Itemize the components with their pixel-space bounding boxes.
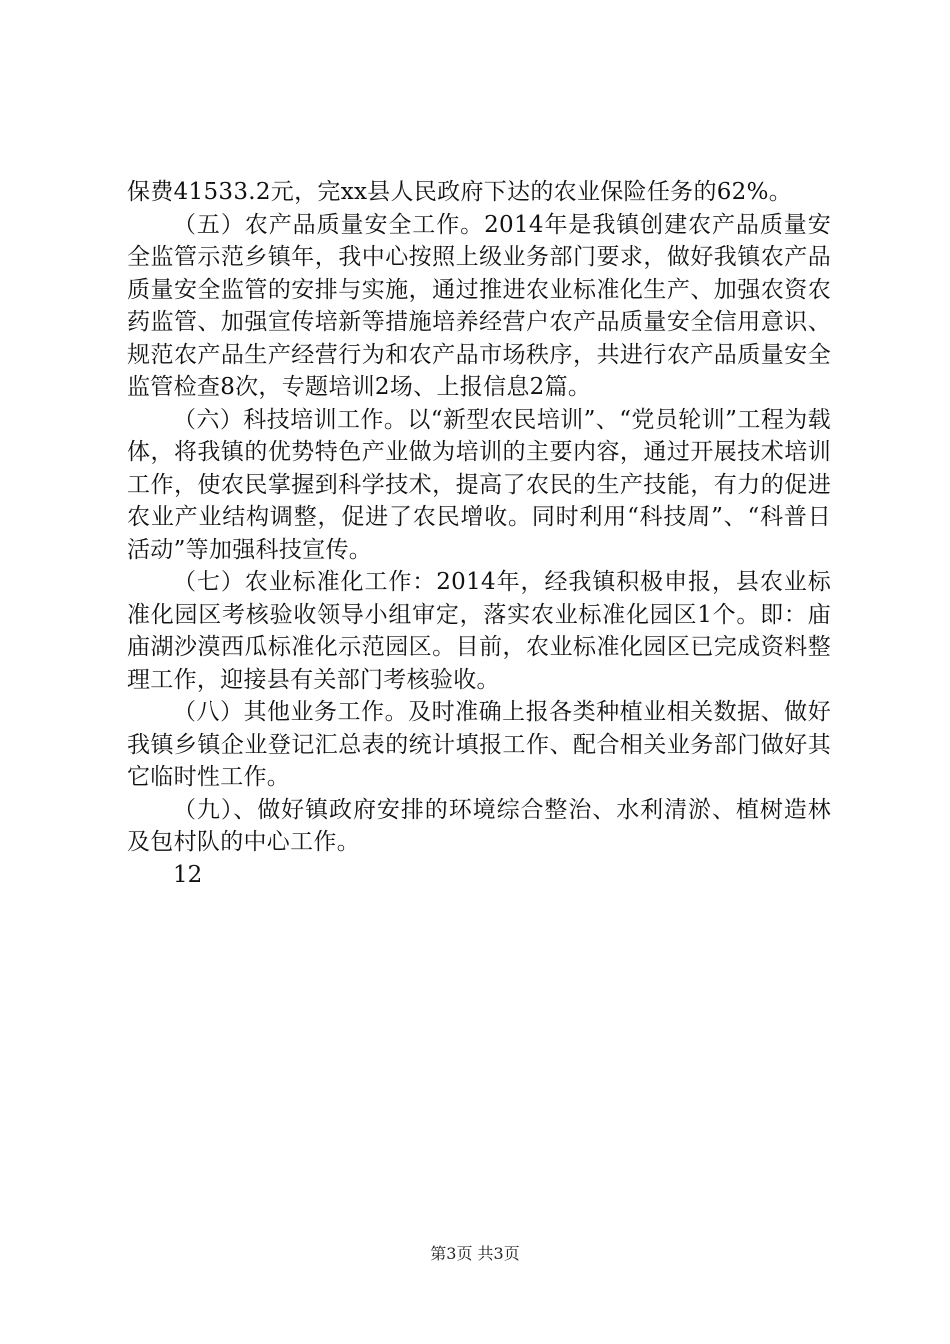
document-body bbox=[127, 176, 831, 891]
page-footer: 第3页 共3页 bbox=[430, 1244, 520, 1263]
paragraph-section-6-tech-training: （六）科技培训工作。以“新型农民培训”、“党员轮训”工程为载体，将我镇的优势特色产业做为培训的主要内容，通过开展技术培训工作，使农民掌握到科学技术，提高了农民的生产技能，有力的促进农业产业结构调整，促进了农民增收。同时利用“科技周”、“科普日活动”等加强科技宣传。 bbox=[127, 406, 831, 563]
trailing-number: 12 bbox=[173, 861, 203, 888]
paragraph-section-7-standardization: （七）农业标准化工作：2014年，经我镇积极申报，县农业标准化园区考核验收领导小组审定，落实农业标准化园区1个。即：庙庙湖沙漠西瓜标准化示范园区。目前，农业标准化园区已完成资料整理工作，迎接县有关部门考核验收。 bbox=[127, 569, 831, 693]
paragraph-section-9-central-work: （九）、做好镇政府安排的环境综合整治、水利清淤、植树造林及包村队的中心工作。 bbox=[127, 796, 831, 855]
paragraph-section-8-other-work: （八）其他业务工作。及时准确上报各类种植业相关数据、做好我镇乡镇企业登记汇总表的统计填报工作、配合相关业务部门做好其它临时性工作。 bbox=[127, 699, 831, 790]
paragraph-section-5-quality-safety: （五）农产品质量安全工作。2014年是我镇创建农产品质量安全监管示范乡镇年，我中心按照上级业务部门要求，做好我镇农产品质量安全监管的安排与实施，通过推进农业标准化生产、加强农资农药监管、加强宣传培新等措施培养经营户农产品质量安全信用意识、规范农产品生产经营行为和农产品市场秩序，共进行农产品质量安全监管检查8次，专题培训2场、上报信息2篇。 bbox=[127, 211, 831, 400]
paragraph-insurance-continuation: 保费41533.2元，完xx县人民政府下达的农业保险任务的62%。 bbox=[127, 179, 793, 205]
